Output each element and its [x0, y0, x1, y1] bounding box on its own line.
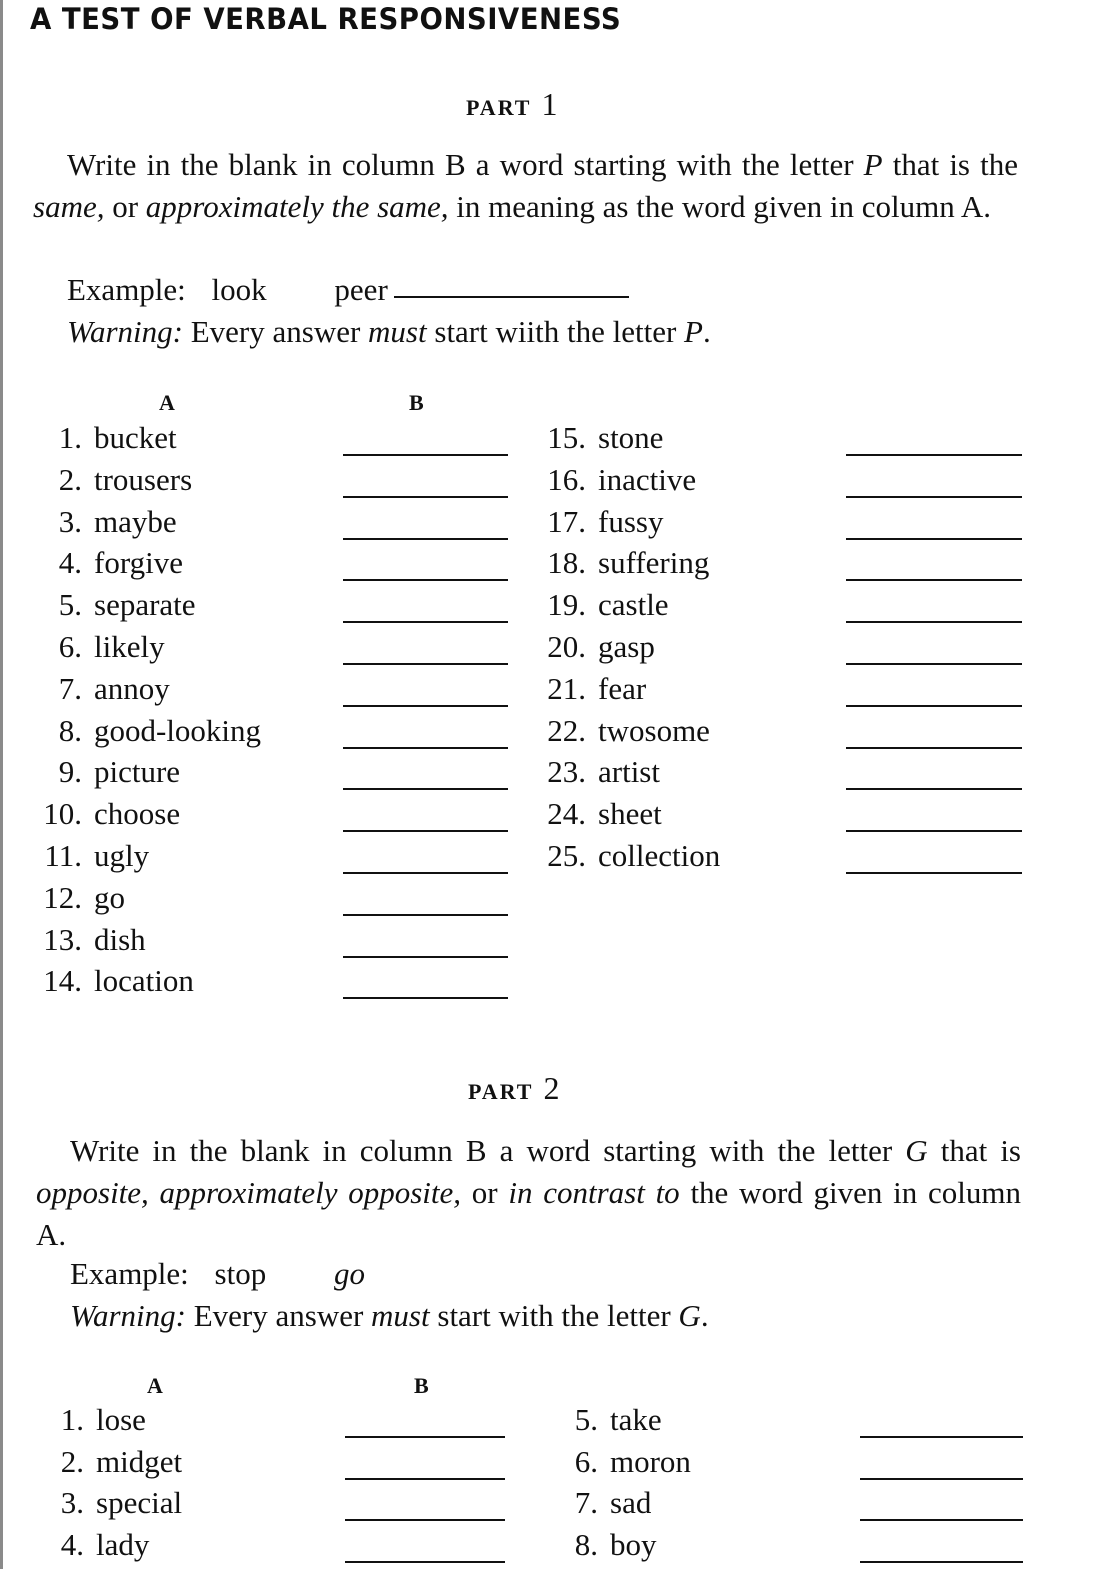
item-number: 1.: [60, 1402, 84, 1437]
part1-left-item: [20, 838, 149, 878]
part1-left-item: [20, 754, 180, 794]
item-word: bucket: [94, 420, 177, 455]
answer-blank[interactable]: [345, 1519, 505, 1521]
part1-instruction: Write in the blank in column B a word starting with the letter P that is the same, or approximately the same, in meaning as the word given in column A.: [33, 147, 1018, 224]
part1-left-item: [20, 504, 177, 544]
part1-left-item: [20, 963, 194, 1003]
answer-blank[interactable]: [846, 663, 1022, 665]
answer-blank[interactable]: [846, 579, 1022, 581]
part2-column-b-header: B: [414, 1373, 429, 1398]
answer-blank[interactable]: [846, 788, 1022, 790]
answer-blank[interactable]: [860, 1561, 1023, 1563]
item-number: 17.: [547, 503, 586, 539]
answer-blank[interactable]: [846, 496, 1022, 498]
answer-blank[interactable]: [860, 1478, 1023, 1480]
part2-left-item: [22, 1527, 149, 1567]
item-number: 8.: [574, 1526, 598, 1562]
part1-left-item: [20, 880, 125, 920]
item-number: 4.: [60, 1526, 84, 1562]
part2-right-item: [536, 1402, 662, 1442]
part1-right-item: [524, 420, 663, 460]
answer-blank[interactable]: [846, 621, 1022, 623]
item-number: 9.: [58, 754, 82, 790]
part1-right-item: [524, 838, 720, 878]
answer-blank[interactable]: [343, 705, 508, 707]
item-number: 7.: [574, 1485, 598, 1520]
part1-left-item: [20, 420, 177, 460]
item-word: likely: [94, 629, 165, 664]
answer-blank[interactable]: [343, 956, 508, 958]
item-number: 2.: [58, 461, 82, 497]
item-number: 10.: [43, 796, 82, 832]
answer-blank[interactable]: [860, 1436, 1023, 1438]
document-title: A TEST OF VERBAL RESPONSIVENESS: [30, 2, 622, 36]
answer-blank[interactable]: [343, 496, 508, 498]
answer-blank[interactable]: [846, 705, 1022, 707]
item-word: inactive: [598, 461, 697, 497]
item-number: 6.: [58, 629, 82, 664]
part1-left-item: [20, 587, 196, 627]
part1-right-item: [524, 629, 655, 669]
answer-blank[interactable]: [846, 830, 1022, 832]
item-word: lady: [96, 1526, 150, 1562]
item-word: castle: [598, 587, 669, 623]
example-blank: [394, 296, 629, 298]
item-number: 22.: [547, 712, 586, 748]
item-number: 15.: [547, 420, 586, 455]
item-word: collection: [598, 838, 721, 873]
item-word: special: [96, 1485, 183, 1520]
item-number: 13.: [43, 921, 82, 957]
part1-left-item: [20, 922, 146, 962]
part2-heading: [468, 1070, 560, 1107]
answer-blank[interactable]: [345, 1561, 505, 1563]
answer-blank[interactable]: [343, 454, 508, 456]
item-word: sheet: [598, 796, 662, 832]
answer-blank[interactable]: [846, 454, 1022, 456]
item-number: 25.: [547, 838, 586, 873]
item-word: midget: [96, 1443, 183, 1479]
item-number: 20.: [547, 629, 586, 664]
item-word: fear: [598, 670, 647, 706]
answer-blank[interactable]: [343, 621, 508, 623]
item-word: gasp: [598, 629, 655, 664]
part2-left-item: [22, 1444, 182, 1484]
item-number: 3.: [58, 503, 82, 539]
part1-heading-word: PART: [466, 95, 532, 120]
part1-column-a-header: A: [159, 390, 175, 415]
part1-heading: [466, 86, 558, 123]
answer-blank[interactable]: [343, 747, 508, 749]
answer-blank[interactable]: [345, 1478, 505, 1480]
item-word: go: [94, 879, 125, 915]
item-word: picture: [94, 754, 181, 790]
part1-left-item: [20, 796, 180, 836]
item-number: 5.: [58, 587, 82, 623]
part1-left-item: [20, 713, 261, 753]
item-word: boy: [610, 1526, 657, 1562]
page-left-border: [0, 0, 3, 1569]
item-word: trousers: [94, 461, 193, 497]
part1-left-item: [20, 671, 170, 711]
item-number: 4.: [58, 545, 82, 581]
item-word: good-looking: [94, 712, 262, 748]
item-number: 14.: [43, 963, 82, 999]
part2-heading-word: PART: [468, 1079, 534, 1104]
part2-left-item: [22, 1485, 182, 1525]
part1-left-item: [20, 629, 165, 669]
part2-warning: Warning: Every answer must start with the letter G.: [70, 1298, 709, 1333]
answer-blank[interactable]: [345, 1436, 505, 1438]
answer-blank[interactable]: [343, 663, 508, 665]
item-number: 1.: [58, 420, 82, 455]
item-word: annoy: [94, 670, 170, 706]
part1-heading-number: 1: [541, 86, 559, 122]
item-word: stone: [598, 420, 664, 455]
item-word: maybe: [94, 503, 177, 539]
part2-example: Example: stop go: [70, 1256, 365, 1291]
answer-blank[interactable]: [343, 914, 508, 916]
answer-blank[interactable]: [343, 788, 508, 790]
item-word: dish: [94, 921, 146, 957]
part2-column-a-header: A: [147, 1373, 163, 1398]
item-number: 12.: [43, 879, 82, 915]
answer-blank[interactable]: [860, 1519, 1023, 1521]
answer-blank[interactable]: [846, 872, 1022, 874]
part2-right-item: [536, 1485, 651, 1525]
item-word: suffering: [598, 545, 710, 581]
part1-column-b-header: B: [409, 390, 424, 415]
part1-example: Example: look peer: [67, 272, 629, 308]
part1-right-item: [524, 545, 709, 585]
item-number: 16.: [547, 461, 586, 497]
part1-left-item: [20, 462, 192, 502]
item-word: sad: [610, 1485, 652, 1520]
answer-blank[interactable]: [343, 830, 508, 832]
part1-right-item: [524, 504, 663, 544]
part1-right-item: [524, 462, 696, 502]
item-number: 5.: [574, 1402, 598, 1437]
item-word: choose: [94, 796, 181, 832]
item-number: 24.: [547, 796, 586, 832]
item-number: 7.: [58, 670, 82, 706]
answer-blank[interactable]: [846, 747, 1022, 749]
part2-heading-number: 2: [543, 1070, 561, 1106]
item-word: fussy: [598, 503, 664, 539]
answer-blank[interactable]: [343, 997, 508, 999]
answer-blank[interactable]: [343, 579, 508, 581]
answer-blank[interactable]: [343, 872, 508, 874]
part1-right-item: [524, 671, 646, 711]
item-word: twosome: [598, 712, 710, 748]
item-number: 18.: [547, 545, 586, 581]
item-number: 8.: [58, 712, 82, 748]
item-word: lose: [96, 1402, 146, 1437]
part1-right-item: [524, 754, 660, 794]
item-word: take: [610, 1402, 662, 1437]
answer-blank[interactable]: [343, 538, 508, 540]
item-word: artist: [598, 754, 660, 790]
part1-warning: Warning: Every answer must start wiith the letter P.: [67, 314, 711, 349]
item-word: ugly: [94, 838, 150, 873]
item-number: 23.: [547, 754, 586, 790]
part2-right-item: [536, 1527, 657, 1567]
item-word: forgive: [94, 545, 183, 581]
item-number: 21.: [547, 670, 586, 706]
part2-instruction: Write in the blank in column B a word starting with the letter G that is opposite, approximately opposite, or in contrast to the word given in column A.: [36, 1133, 1021, 1252]
item-number: 6.: [574, 1443, 598, 1479]
part2-left-item: [22, 1402, 146, 1442]
item-number: 19.: [547, 587, 586, 623]
answer-blank[interactable]: [846, 538, 1022, 540]
part1-right-item: [524, 713, 710, 753]
part1-left-item: [20, 545, 183, 585]
item-word: separate: [94, 587, 196, 623]
item-number: 11.: [44, 838, 82, 873]
item-word: location: [94, 963, 194, 999]
part2-right-item: [536, 1444, 691, 1484]
item-word: moron: [610, 1443, 691, 1479]
part1-right-item: [524, 796, 662, 836]
part1-right-item: [524, 587, 669, 627]
item-number: 3.: [60, 1485, 84, 1520]
item-number: 2.: [60, 1443, 84, 1479]
